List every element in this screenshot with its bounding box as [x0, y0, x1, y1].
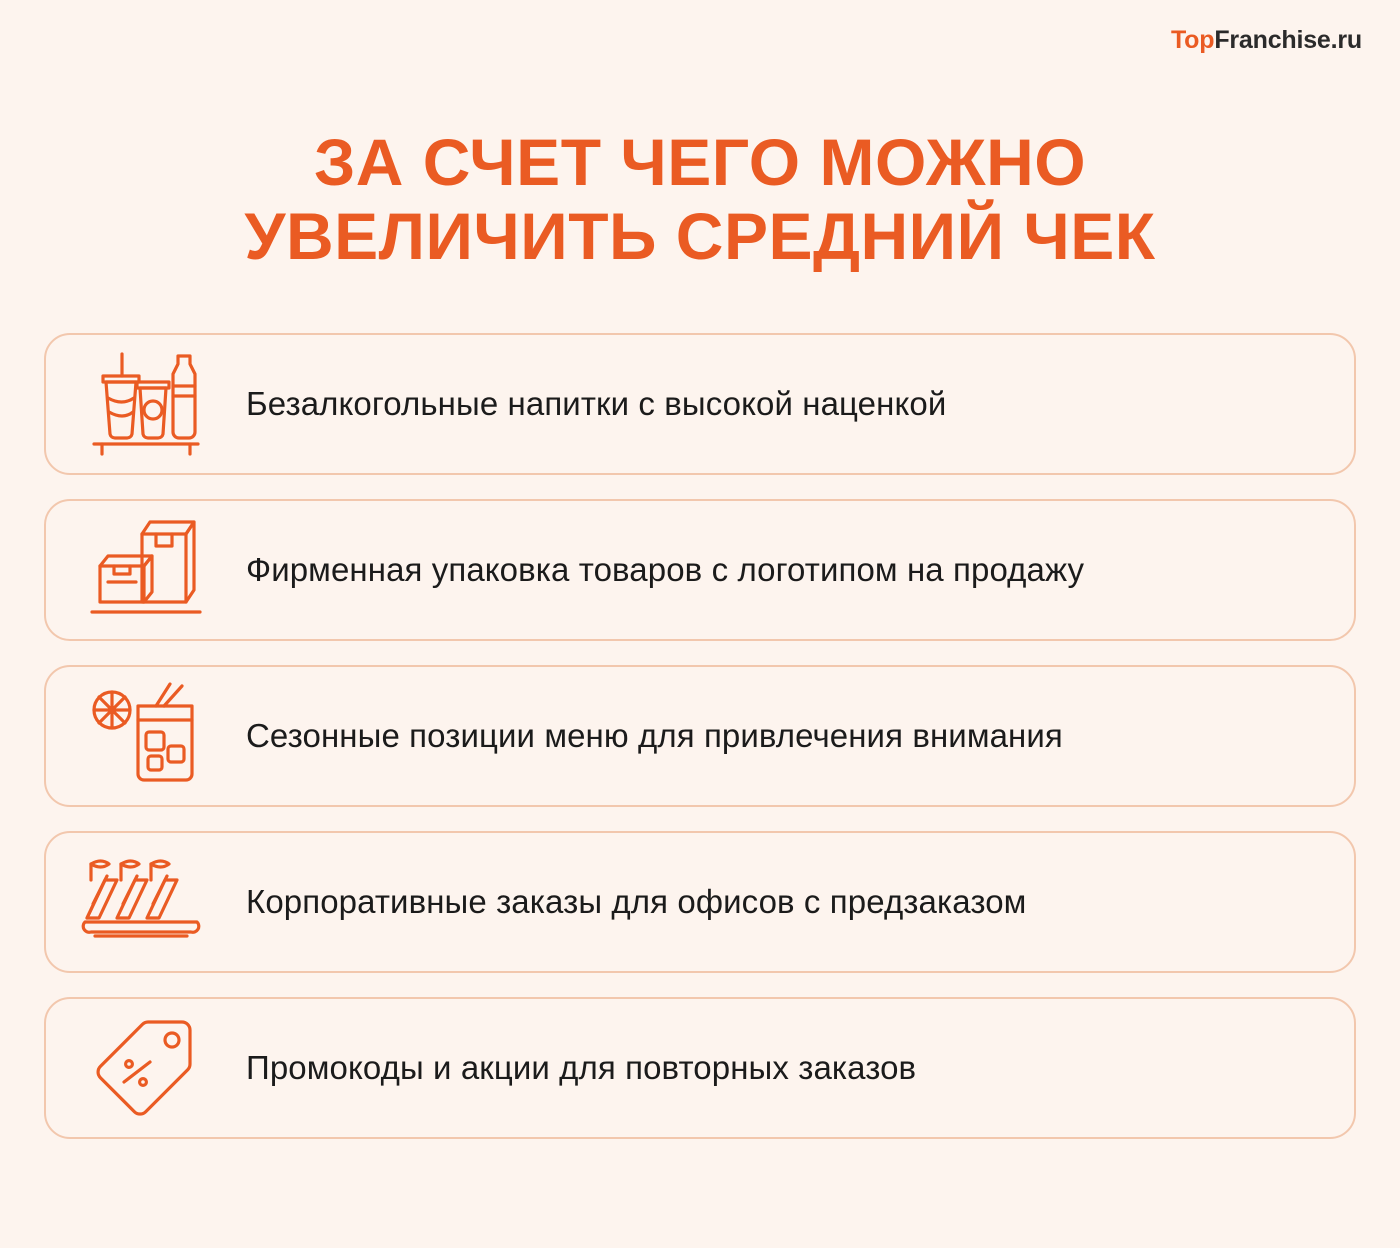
list-item [44, 665, 1356, 807]
brand-logo [1171, 26, 1362, 55]
brand-logo-franchise: Franchise [1214, 26, 1331, 54]
page-title-line-2: УВЕЛИЧИТЬ СРЕДНИЙ ЧЕК [244, 199, 1156, 274]
promo-tag-icon [46, 997, 246, 1139]
page-title [0, 126, 1400, 274]
brand-logo-tld: .ru [1330, 26, 1362, 54]
list-item [44, 333, 1356, 475]
seasonal-cocktail-icon [46, 665, 246, 807]
brand-logo-top: Top [1170, 26, 1215, 54]
list-item-label: Промокоды и акции для повторных заказов [246, 1049, 917, 1087]
benefits-list [44, 333, 1356, 1139]
list-item [44, 499, 1356, 641]
list-item-label: Безалкогольные напитки с высокой наценкой [246, 385, 947, 423]
branded-packaging-icon [46, 499, 246, 641]
page-title-line-1: ЗА СЧЕТ ЧЕГО МОЖНО [313, 125, 1087, 200]
list-item-label: Корпоративные заказы для офисов с предзаказом [246, 883, 1027, 921]
list-item [44, 831, 1356, 973]
list-item-label: Сезонные позиции меню для привлечения внимания [246, 717, 1063, 755]
soft-drinks-icon [46, 333, 246, 475]
list-item [44, 997, 1356, 1139]
list-item-label: Фирменная упаковка товаров с логотипом на продажу [246, 551, 1085, 589]
corporate-catering-icon [46, 831, 246, 973]
